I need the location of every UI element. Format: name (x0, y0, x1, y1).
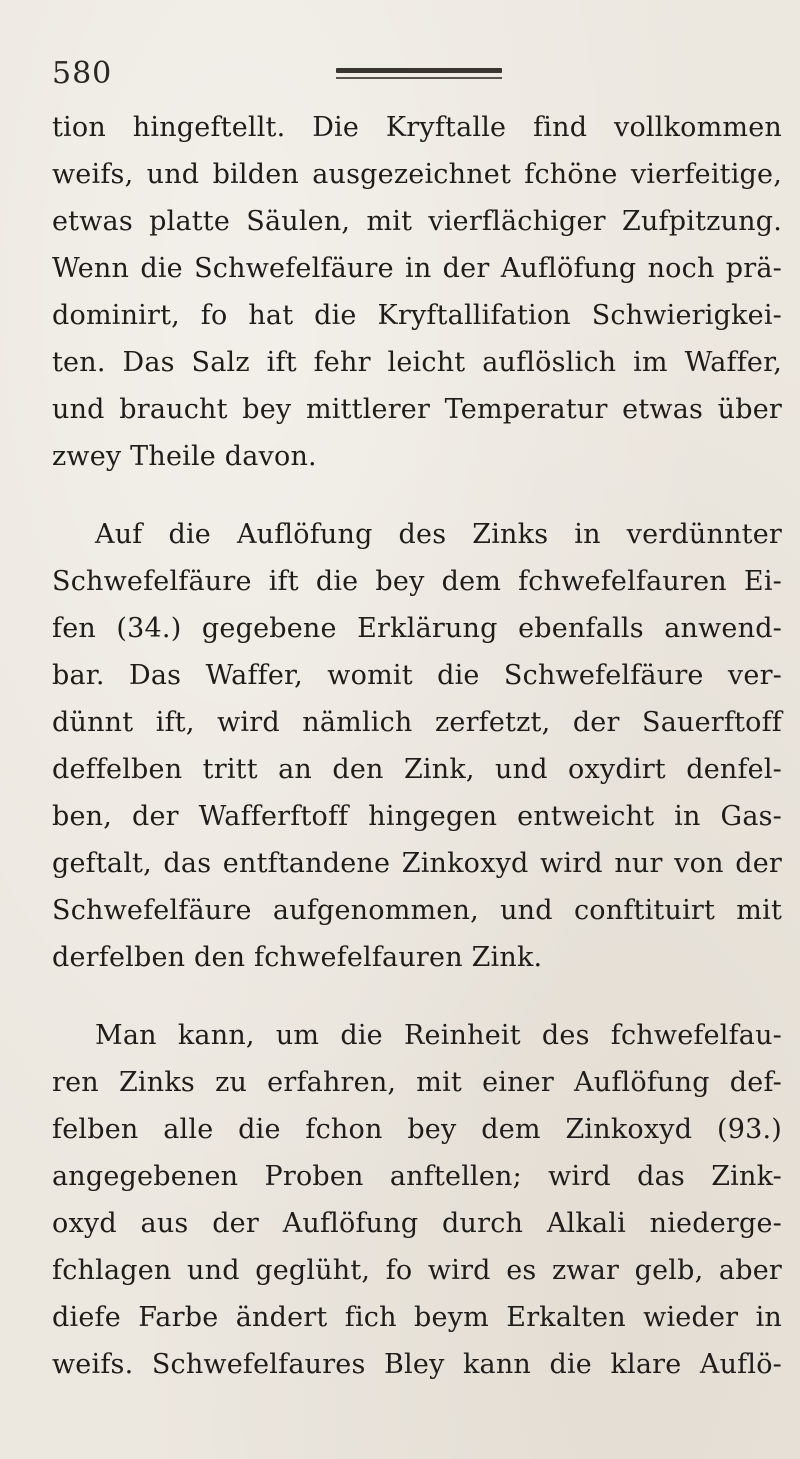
paragraph-1 (52, 104, 782, 480)
text-line: fchlagen und geglüht, fo wird es zwar gelb, aber (52, 1255, 782, 1286)
text-line: Wenn die Schwefelfäure in der Auflöfung noch prä- (52, 253, 782, 284)
text-line: ren Zinks zu erfahren, mit einer Auflöfung def- (52, 1067, 782, 1098)
text-line: Schwefelfäure aufgenommen, und conftituirt mit (52, 895, 782, 926)
text-line: deffelben tritt an den Zink, und oxydirt denfel- (52, 754, 782, 785)
paragraph-gap (52, 480, 782, 511)
paragraph-2 (52, 511, 782, 981)
header-rule (336, 68, 502, 73)
text-line: und braucht bey mittlerer Temperatur etwas über (52, 394, 782, 425)
page-number: 580 (52, 56, 113, 91)
paragraph-gap (52, 981, 782, 1012)
text-line: oxyd aus der Auflöfung durch Alkali niederge- (52, 1208, 782, 1239)
text-line: tion hingeftellt. Die Kryftalle find vollkommen (52, 112, 782, 143)
text-line: Auf die Auflöfung des Zinks in verdünnter (95, 519, 782, 550)
text-line: weifs. Schwefelfaures Bley kann die klare Auflö- (52, 1349, 782, 1380)
text-line: diefe Farbe ändert fich beym Erkalten wieder in (52, 1302, 782, 1333)
text-line: derfelben den fchwefelfauren Zink. (52, 942, 543, 973)
text-line: Schwefelfäure ift die bey dem fchwefelfauren Ei- (52, 566, 782, 597)
text-line: dünnt ift, wird nämlich zerfetzt, der Sauerftoff (52, 707, 782, 738)
text-line: Man kann, um die Reinheit des fchwefelfau- (95, 1020, 782, 1051)
body-text (52, 104, 782, 1388)
text-line: etwas platte Säulen, mit vierflächiger Zufpitzung. (52, 206, 782, 237)
text-line: ben, der Wafferftoff hingegen entweicht in Gas- (52, 801, 782, 832)
text-line: dominirt, fo hat die Kryftallifation Schwierigkei- (52, 300, 782, 331)
text-line: geftalt, das entftandene Zinkoxyd wird nur von der (52, 848, 782, 879)
text-line: fen (34.) gegebene Erklärung ebenfalls anwend- (52, 613, 782, 644)
text-line: angegebenen Proben anftellen; wird das Zink- (52, 1161, 782, 1192)
text-line: zwey Theile davon. (52, 441, 317, 472)
text-line: felben alle die fchon bey dem Zinkoxyd (93.) (52, 1114, 782, 1145)
header-rule-thin (336, 77, 502, 79)
text-line: bar. Das Waffer, womit die Schwefelfäure ver- (52, 660, 782, 691)
text-line: weifs, und bilden ausgezeichnet fchöne vierfeitige, (52, 159, 782, 190)
paragraph-3 (52, 1012, 782, 1388)
text-line: ten. Das Salz ift fehr leicht auflöslich im Waffer, (52, 347, 782, 378)
